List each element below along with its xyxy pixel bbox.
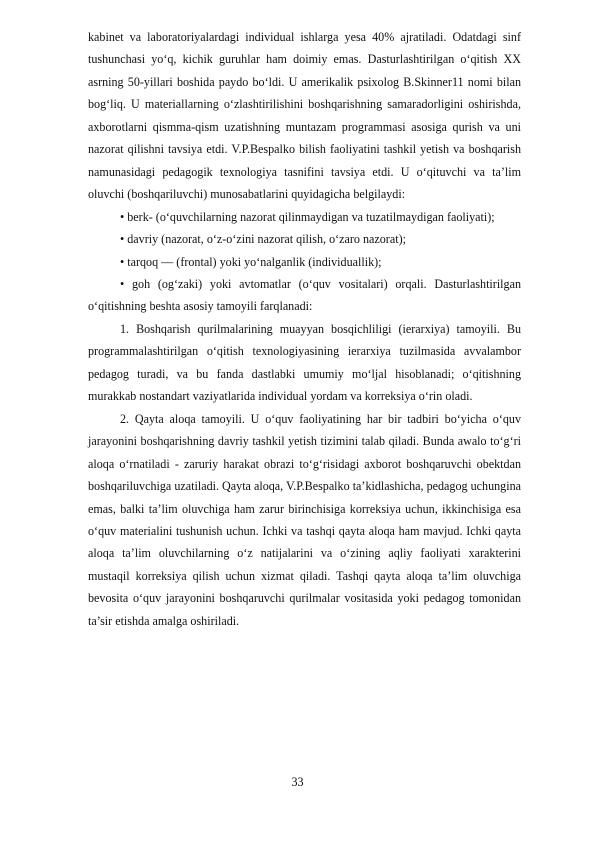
bullet-goh: • goh (og‘zaki) yoki avtomatlar (o‘quv vositalari) orqali. Dasturlashtirilgan o‘qitishning beshta asosiy tamoyili farqlanadi:: [88, 276, 521, 314]
bullet-davriy: • davriy (nazorat, o‘z-o‘zini nazorat qilish, o‘zaro nazorat);: [120, 232, 406, 247]
paragraph-principle-2: 2. Qayta aloqa tamoyili. U o‘quv faoliyatining har bir tadbiri bo‘yicha o‘quv jarayonini boshqarishning davriy tashkil yetish tizimini talab qiladi. Bunda awalo to‘g‘ri aloqa o‘rnatiladi - zaruriy harakat obrazi to‘g‘risidagi axborot boshqaruvchi obektdan boshqariluvchiga uzatiladi. Qayta aloqa, V.P.Bespalko ta’kidlashicha, pedagog uchungina emas, balki ta’lim oluvchiga ham zarur birinchisiga korreksiya uchun, ikkinchisiga esa o‘quv materialini tushunish uchun. Ichki va tashqi qayta aloqa ham mavjud. Ichki qayta aloqa ta’lim oluvchilarning o‘z natijalarini va o‘zining aqliy faoliyati xarakterini mustaqil korreksiya qilish uchun xizmat qiladi. Tashqi qayta aloqa ta’lim oluvchiga bevosita o‘quv jarayonini boshqaruvchi qurilmalar vositasida yoki pedagog tomonidan ta’sir etishda amalga oshiriladi.: [88, 411, 521, 628]
paragraph-principle-1: 1. Boshqarish qurilmalarining muayyan bosqichliligi (ierarxiya) tamoyili. Bu programmalashtirilgan o‘qitish texnologiyasining ierarxiya tuzilmasida avvalambor pedagog turadi, va bu fanda dastlabki umumiy mo‘ljal hisoblanadi; o‘qitishning murakkab nostandart vaziyatlarida individual yordam va korreksiya o‘rin oladi.: [88, 321, 521, 404]
bullet-tarqoq: • tarqoq — (frontal) yoki yo‘nalganlik (individuallik);: [120, 254, 382, 269]
bullet-berk: • berk- (o‘quvchilarning nazorat qilinmaydigan va tuzatilmaydigan faoliyati);: [120, 209, 495, 224]
page-number: 33: [291, 775, 304, 789]
paragraph-intro: kabinet va laboratoriyalardagi individual ishlarga yesa 40% ajratiladi. Odatdagi sinf tushunchasi yo‘q, kichik guruhlar ham doimiy emas. Dasturlashtirilgan o‘qitish XX asrning 50-yillari boshida paydo bo‘ldi. U amerikalik psixolog B.Skinner11 nomi bilan bog‘liq. U materiallarning o‘zlashtirilishini boshqarishning samaradorligini oshirishda, axborotlarni qismma-qism uzatishning muntazam programmasi asosiga qurish va uni nazorat qilishni tavsiya etdi. V.P.Bespalko bilish faoliyatini tashkil yetish va boshqarish namunasidagi pedagogik texnologiya tasnifini tavsiya etdi. U o‘qituvchi va ta’lim oluvchi (boshqariluvchi) munosabatlarini quyidagicha belgilaydi:: [88, 30, 521, 202]
page-body: [88, 26, 521, 632]
